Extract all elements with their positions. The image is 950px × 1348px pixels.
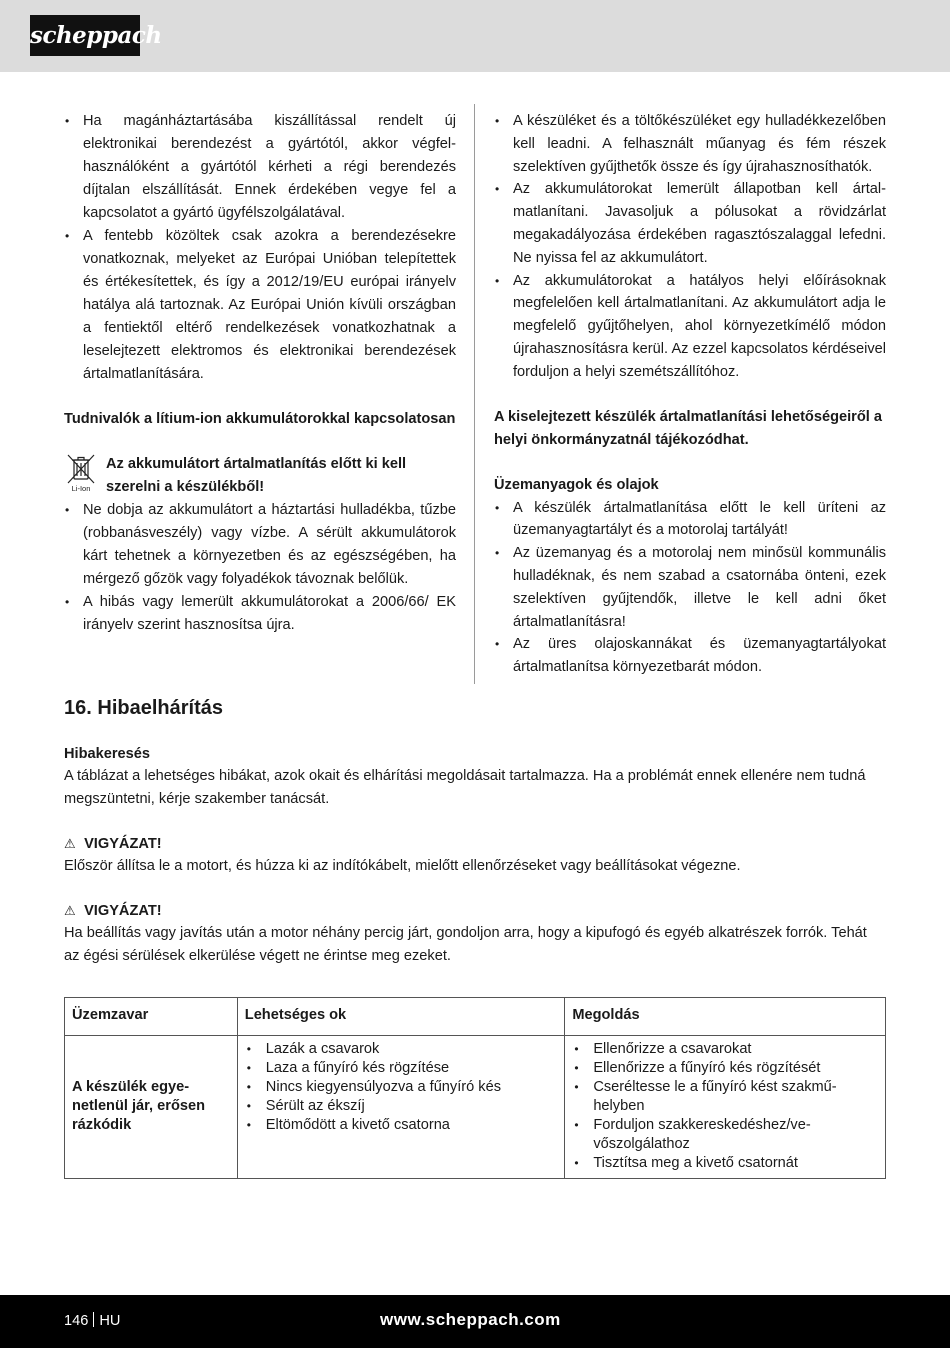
warning-triangle-icon: ⚠ — [64, 903, 76, 918]
website-url: www.scheppach.com — [380, 1310, 561, 1329]
list-item: • A készüléket és a töltőkészüléket egy hulladékkezelőben kell leadni. A felhasznált műanyag és fém részek szelektíven gyűjthetők össze és így újrahasznosíthatók. — [494, 110, 886, 178]
recycling-bullet-list — [494, 110, 886, 384]
section-title-text: Hibaelhárítás — [97, 697, 223, 719]
header-bar — [0, 0, 950, 72]
fault-cell: A készülék egyenetlenül jár, erősen rázkódik — [65, 1036, 238, 1179]
list-item: • A fentebb közöltek csak azokra a berendezésekre vonatkoznak, melyeket az Európai Unióban telepítettek és értékesítettek, és így a 2012/19/EU európai irányelv hatálya alá tartoznak. Az Európai Unión kívüli országban a fentiektől eltérő rendelkezések vonatkozhatnak a leselejtezett elektromos és elektronikai berendezések ártalmatlanítására. — [64, 225, 456, 386]
table-row — [65, 1036, 886, 1179]
list-item: • Az akkumulátorokat a hatályos helyi előírásoknak megfelelően kell ártalmatlanítani. Az akkumulátort adja le megfelelő gyűjtőhelyen, ahol környezetkímélő módon újrahasznosításra kerül. Az ezzel kapcsolatos kérdéseivel forduljon a helyi szemétszállítóhoz. — [494, 270, 886, 384]
left-column — [64, 110, 456, 637]
right-column — [494, 110, 886, 679]
list-item: • Tisztítsa meg a kivető csatornát — [572, 1154, 878, 1173]
list-item: • Ne dobja az akkumulátort a háztartási hulladékba, tűzbe (robbanásveszély) vagy vízbe. A sérült akkumulátorok kárt tehetnek a környezetben és az egészségében, ha mérgező gőzök vagy folyadékok távoznak belőlük. — [64, 499, 456, 591]
section-title — [64, 693, 886, 723]
troubleshooting-table — [64, 997, 886, 1179]
column-divider — [474, 104, 475, 684]
caution-text: Ha beállítás vagy javítás után a motor néhány percig járt, gondoljon arra, hogy a kipufogó és egyéb alkatrészek forrók. Tehát az égési sérülések elkerülése végett ne érintse meg ezeket. — [64, 925, 867, 964]
warning-triangle-icon: ⚠ — [64, 836, 76, 851]
crossed-bin-li-ion-icon — [64, 453, 98, 493]
caution-heading — [64, 900, 886, 922]
authority-note: A kiselejtezett készülék ártalmatlanítási lehetőségeiről a helyi önkormányzatnál tájékozódhat. — [494, 408, 882, 448]
list-item: • Ha magánháztartásába kiszállítással rendelt új elektronikai berendezést a gyártótól, akkor végfelhasználóként a gyártótól kérheti a régi berendezés díjtalan elszállítását. Ennek érdekében vegye fel a kapcsolatot a gyártó ügyfélszolgálatával. — [64, 110, 456, 225]
caution-text: Először állítsa le a motort, és húzza ki az indítókábelt, mielőtt ellenőrzéseket vagy beállításokat végezne. — [64, 858, 741, 874]
list-item: • Lazák a csavarok — [245, 1040, 558, 1059]
list-item: • Az akkumulátorokat lemerült állapotban kell ártalmatlanítani. Javasoljuk a pólusokat a rövidzárlat megakadályozása érdekében ragasztószalaggal lefedni. Ne nyissa fel az akkumulátort. — [494, 178, 886, 269]
page-number: 146 — [64, 1313, 89, 1329]
caution-heading — [64, 833, 886, 855]
list-item: • A hibás vagy lemerült akkumulátorokat a 2006/66/ EK irányelv szerint hasznosítsa újra. — [64, 591, 456, 637]
list-item: • Laza a fűnyíró kés rögzítése — [245, 1059, 558, 1078]
battery-warning-block — [64, 453, 456, 499]
troubleshooting-subheading: Hibakeresés — [64, 746, 151, 762]
page-indicator — [64, 1311, 120, 1331]
disposal-bullet-list — [64, 110, 456, 386]
list-item: • A készülék ártalmatlanítása előtt le kell üríteni az üzemanyagtartályt és a motorolaj tartályát! — [494, 497, 886, 543]
caution-label: VIGYÁZAT! — [84, 903, 162, 919]
list-item: • Sérült az ékszíj — [245, 1097, 558, 1116]
fuel-heading: Üzemanyagok és olajok — [494, 476, 659, 493]
battery-heading: Tudnivalók a lítium-ion akkumulátorokkal kapcsolatosan — [64, 411, 456, 427]
separator — [93, 1312, 94, 1327]
list-item: • Az üzemanyag és a motorolaj nem minősül kommunális hulladéknak, és nem szabad a csatornába önteni, ezek szelektíven gyűjtendők, illetve le kell adni őket ártalmatlanításra! — [494, 542, 886, 633]
footer-bar — [0, 1295, 950, 1348]
list-item: • Ellenőrizze a fűnyíró kés rögzítését — [572, 1059, 878, 1078]
li-ion-label: Li-Ion — [71, 484, 91, 493]
fuel-bullet-list — [494, 497, 886, 679]
column-header: Megoldás — [565, 998, 886, 1036]
battery-warning-text: Az akkumulátort ártalmatlanítás előtt ki kell szerelni a készülékből! — [106, 456, 407, 495]
list-item: • Cseréltesse le a fűnyíró kést szakműhelyben — [572, 1078, 878, 1116]
battery-bullet-list — [64, 499, 456, 637]
brand-logo: scheppach — [30, 15, 140, 56]
caution-label: VIGYÁZAT! — [84, 836, 162, 852]
column-header: Lehetséges ok — [237, 998, 565, 1036]
troubleshooting-section — [64, 693, 886, 968]
troubleshooting-intro: A táblázat a lehetséges hibákat, azok okait és elhárítási megoldásait tartalmazza. Ha a problémát ennek ellenére nem tudná megszüntetni, kérje szakember tanácsát. — [64, 768, 866, 807]
list-item: • Forduljon szakkereskedéshez/vevőszolgálathoz — [572, 1116, 878, 1154]
solutions-cell — [565, 1036, 886, 1179]
list-item: • Nincs kiegyensúlyozva a fűnyíró kés — [245, 1078, 558, 1097]
column-header: Üzemzavar — [65, 998, 238, 1036]
list-item: • Ellenőrizze a csavarokat — [572, 1040, 878, 1059]
causes-cell — [237, 1036, 565, 1179]
section-number: 16. — [64, 697, 92, 719]
language-code: HU — [99, 1313, 121, 1329]
table-header-row — [65, 998, 886, 1036]
list-item: • Eltömődött a kivető csatorna — [245, 1116, 558, 1135]
list-item: • Az üres olajoskannákat és üzemanyagtartályokat ártalmatlanítsa környezetbarát módon. — [494, 633, 886, 679]
